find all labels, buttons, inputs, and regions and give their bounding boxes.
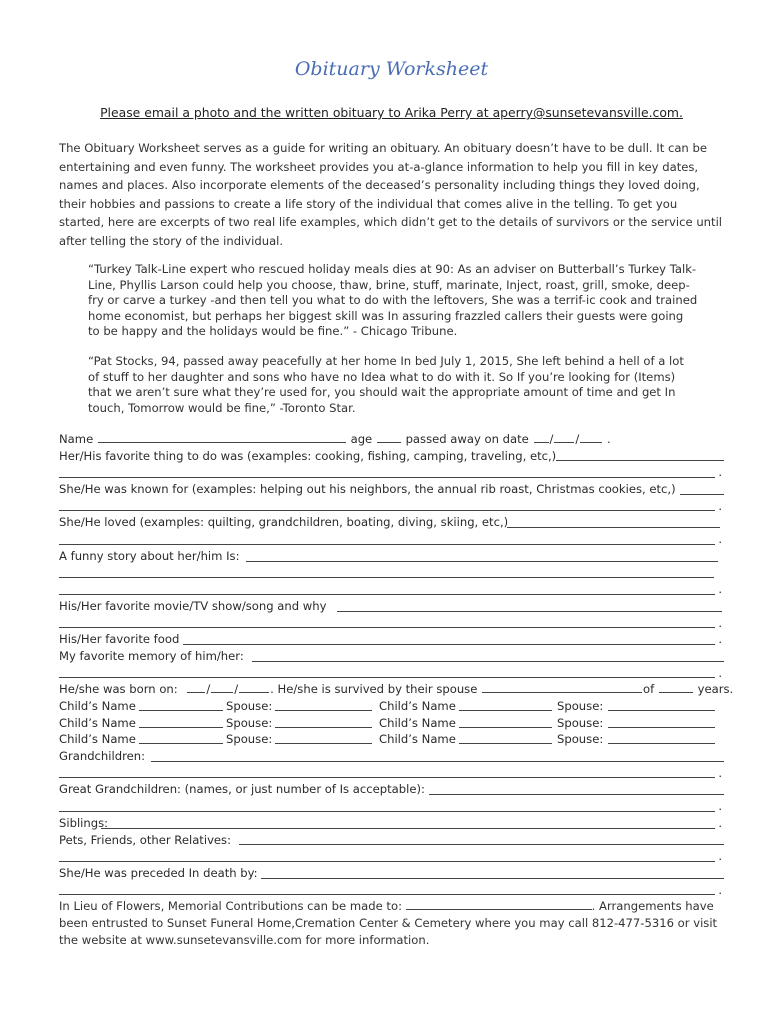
years-label: years. xyxy=(697,682,734,697)
preceded-line-2: . xyxy=(59,882,724,899)
childs-name-label: Child’s Name xyxy=(59,732,136,747)
favorite-movie-row xyxy=(59,598,724,615)
siblings-row: Siblings: . xyxy=(59,815,722,830)
grandchildren-label: Grandchildren: xyxy=(59,749,145,764)
known-for-field-2[interactable] xyxy=(59,510,715,511)
spouse-label: Spouse: xyxy=(226,715,273,730)
spouse-label: Spouse: xyxy=(557,715,604,730)
funny-story-line-3: . xyxy=(59,581,724,598)
child-name-field[interactable] xyxy=(459,711,552,728)
arrangements-text: . Arrangements have been entrusted to Sunset Funeral Home,Cremation Center & Cemetery where you may call 812-477-5316 or visit the website at www.sunsetevansville.com for more information. xyxy=(59,899,718,948)
favorite-thing-label: Her/His favorite thing to do was (examples: cooking, fishing, camping, traveling, etc,) xyxy=(59,448,557,463)
memorial-contributions-field[interactable] xyxy=(406,898,592,910)
known-for-label: She/He was known for (examples: helping out his neighbors, the annual rib roast, Christmas cookies, etc,) xyxy=(59,482,676,497)
child-name-field[interactable] xyxy=(459,694,552,711)
favorite-memory-line-2: . xyxy=(59,665,724,682)
pets-line-2: . xyxy=(59,848,724,865)
age-field[interactable] xyxy=(377,431,401,443)
of-label: of xyxy=(643,682,655,697)
born-year-field[interactable] xyxy=(239,681,269,693)
favorite-thing-row xyxy=(59,448,724,465)
pets-label: Pets, Friends, other Relatives: xyxy=(59,832,232,847)
quote-turkey-talk-line: “Turkey Talk-Line expert who rescued holiday meals dies at 90: As an adviser on Butterball’s Turkey Talk-Line, Phyllis Larson could help you choose, thaw, brine, stuff, marinate, Inject, roast, grill, smoke, deep-fry or carve a turkey -and then tell you what to do with the leftovers, She was a terrif-ic cook and trained home economist, but perhaps her biggest skill was In assuring frazzled callers their guests were going to be happy and the holidays would be fine.” - Chicago Tribune. xyxy=(88,262,698,339)
child-spouse-field[interactable] xyxy=(608,694,715,711)
name-row: Name age passed away on date / / . xyxy=(59,432,611,446)
preceded-field[interactable] xyxy=(261,878,724,879)
favorite-memory-field[interactable] xyxy=(252,661,724,662)
great-grandchildren-field-2[interactable] xyxy=(59,811,715,812)
favorite-thing-field-2[interactable] xyxy=(59,477,715,478)
spouse-label: Spouse: xyxy=(226,699,273,713)
childs-name-label: Child’s Name xyxy=(379,699,456,713)
preceded-row xyxy=(59,865,724,882)
favorite-movie-line-2: . xyxy=(59,615,724,632)
spouse-label: Spouse: xyxy=(557,699,604,713)
pets-field[interactable] xyxy=(239,844,724,845)
lieu-of-flowers-paragraph xyxy=(59,898,724,949)
passed-month-field[interactable] xyxy=(534,431,549,443)
intro-paragraph: The Obituary Worksheet serves as a guide for writing an obituary. An obituary doesn’t have to be dull. It can be entertaining and even funny. The worksheet provides you at-a-glance information to help you fill in key dates, names and places. Also incorporate elements of the deceased’s personality including things they loved doing, their hobbies and passions to create a life story of the individual that comes alive in the telling. To get you started, here are excerpts of two real life examples, which didn’t get to the details of survivors or the service until after telling the story of the individual. xyxy=(59,141,723,248)
funny-story-label: A funny story about her/him Is: xyxy=(59,548,240,563)
survived-label: . He/she is survived by their spouse xyxy=(270,682,478,697)
grandchildren-row xyxy=(59,748,724,765)
known-for-row xyxy=(59,481,724,498)
childs-name-label: Child’s Name xyxy=(379,732,456,747)
children-row-3 xyxy=(59,731,724,748)
childs-name-label: Child’s Name xyxy=(59,699,136,713)
passed-day-field[interactable] xyxy=(554,431,574,443)
loved-row xyxy=(59,514,724,531)
child-name-field[interactable] xyxy=(459,727,552,744)
quote-pat-stocks: “Pat Stocks, 94, passed away peacefully at her home In bed July 1, 2015, She left behind a hell of a lot of stuff to her daughter and sons who have no Idea what to do with it. So If you’re looking for (Items) that we aren’t sure what they’re used for, you should wait the appropriate amount of time and get In touch, Tomorrow would be fine,” -Toronto Star. xyxy=(88,354,684,415)
childs-name-label: Child’s Name xyxy=(379,715,456,730)
favorite-memory-row xyxy=(59,648,724,665)
lieu-label: In Lieu of Flowers, Memorial Contributions can be made to: xyxy=(59,899,402,914)
known-for-line-2: . xyxy=(59,498,724,515)
loved-field[interactable] xyxy=(507,527,720,528)
loved-line-2: . xyxy=(59,531,724,548)
pets-row xyxy=(59,832,724,849)
favorite-food-label: His/Her favorite food xyxy=(59,632,180,647)
spouse-name-field[interactable] xyxy=(482,681,642,693)
name-label: Name xyxy=(59,432,94,446)
passed-label: passed away on date xyxy=(405,432,529,446)
child-spouse-field[interactable] xyxy=(275,694,372,711)
grandchildren-field-2[interactable] xyxy=(59,777,715,778)
pets-field-2[interactable] xyxy=(59,861,715,862)
great-grandchildren-line-2: . xyxy=(59,798,724,815)
page-title: Obituary Worksheet xyxy=(294,58,489,80)
born-month-field[interactable] xyxy=(187,681,205,693)
funny-story-field-2[interactable] xyxy=(59,577,714,578)
siblings-label: Siblings: xyxy=(59,815,109,830)
favorite-memory-label: My favorite memory of him/her: xyxy=(59,648,244,663)
grandchildren-field[interactable] xyxy=(151,761,724,762)
great-grandchildren-label: Great Grandchildren: (names, or just number of Is acceptable): xyxy=(59,782,425,797)
passed-year-field[interactable] xyxy=(580,431,602,443)
email-instruction: Please email a photo and the written obituary to Arika Perry at aperry@sunsetevansville.com. xyxy=(100,105,683,120)
favorite-thing-field[interactable] xyxy=(556,460,724,461)
preceded-label: She/He was preceded In death by: xyxy=(59,865,258,880)
child-spouse-field[interactable] xyxy=(275,727,372,744)
funny-story-line-2 xyxy=(59,565,724,582)
loved-label: She/He loved (examples: quilting, grandchildren, boating, diving, skiing, etc,) xyxy=(59,515,509,530)
name-field[interactable] xyxy=(98,431,346,443)
child-name-field[interactable] xyxy=(139,711,223,728)
born-day-field[interactable] xyxy=(211,681,233,693)
preceded-field-2[interactable] xyxy=(59,894,715,895)
grandchildren-line-2: . xyxy=(59,765,724,782)
child-name-field[interactable] xyxy=(139,727,223,744)
favorite-movie-field-2[interactable] xyxy=(59,627,715,628)
spouse-label: Spouse: xyxy=(557,732,604,747)
great-grandchildren-field[interactable] xyxy=(429,794,724,795)
years-married-field[interactable] xyxy=(659,681,693,693)
born-row: He/she was born on: / / . He/she is survived by their spouse of years. xyxy=(59,682,734,697)
favorite-memory-field-2[interactable] xyxy=(59,677,715,678)
favorite-movie-label: His/Her favorite movie/TV show/song and why xyxy=(59,598,327,613)
child-spouse-field[interactable] xyxy=(608,727,715,744)
favorite-movie-field[interactable] xyxy=(337,611,722,612)
funny-story-field[interactable] xyxy=(246,561,718,562)
age-label: age xyxy=(350,432,373,446)
favorite-food-field[interactable] xyxy=(183,644,715,645)
child-spouse-field[interactable] xyxy=(608,711,715,728)
spouse-label: Spouse: xyxy=(226,732,273,747)
known-for-field[interactable] xyxy=(680,494,724,495)
childs-name-label: Child’s Name xyxy=(59,715,136,730)
child-spouse-field[interactable] xyxy=(275,711,372,728)
favorite-food-row: His/Her favorite food . xyxy=(59,632,722,647)
siblings-field[interactable] xyxy=(101,828,715,829)
loved-field-2[interactable] xyxy=(59,544,715,545)
funny-story-field-3[interactable] xyxy=(59,594,715,595)
worksheet-form xyxy=(59,431,734,949)
born-label: He/she was born on: xyxy=(59,682,178,697)
child-name-field[interactable] xyxy=(139,694,223,711)
favorite-thing-line-2: . xyxy=(59,464,724,481)
funny-story-row xyxy=(59,548,724,565)
great-grandchildren-row xyxy=(59,781,724,798)
